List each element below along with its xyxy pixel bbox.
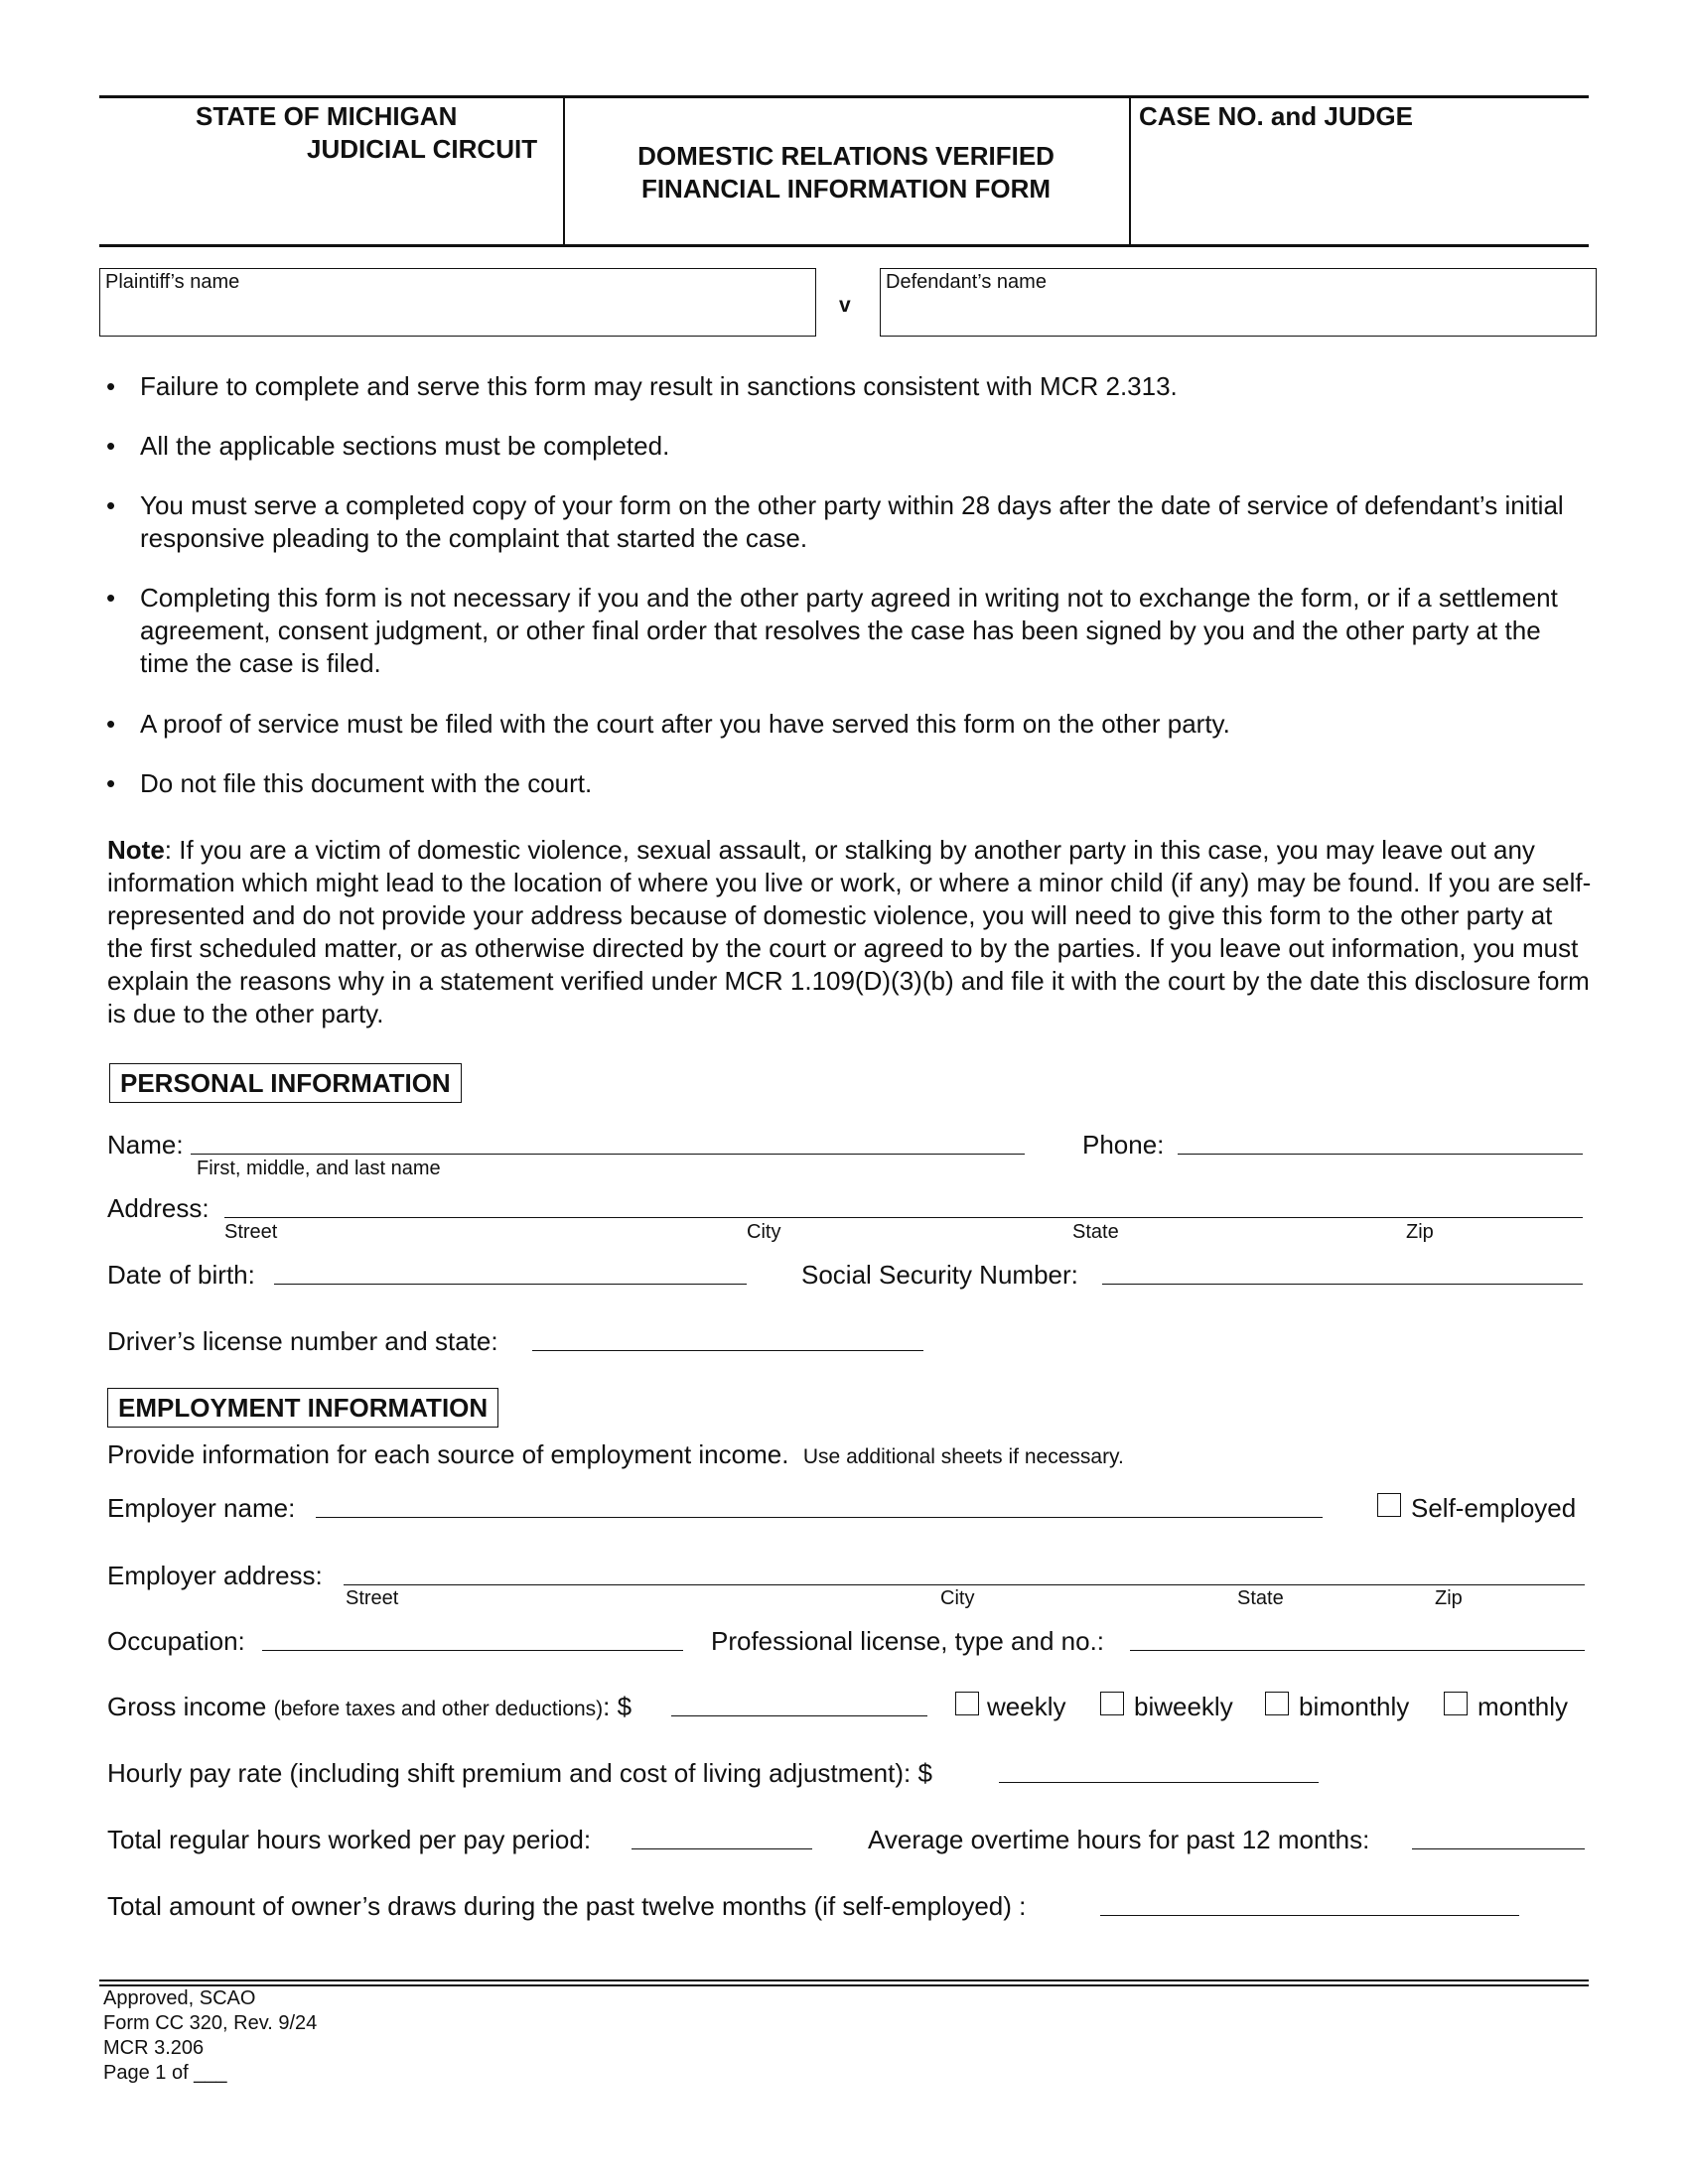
bullet-text: Completing this form is not necessary if you and the other party agreed in writing not to exchange the form, or if a settlement agreement, consent judgment, or other final order that resolves the case has been signed by you and the other party at the time the case is filed. — [140, 583, 1558, 678]
plaintiff-name-label: Plaintiff’s name — [105, 271, 240, 293]
address-street-hint: Street — [224, 1221, 278, 1243]
address-state-hint: State — [1072, 1221, 1119, 1243]
name-label: Name: — [107, 1130, 184, 1160]
case-no-field[interactable] — [1134, 135, 1586, 240]
gross-income-input[interactable] — [671, 1715, 927, 1716]
employer-street-hint: Street — [346, 1587, 399, 1609]
owners-draws-input[interactable] — [1100, 1915, 1519, 1916]
form-title-line2: FINANCIAL INFORMATION FORM — [640, 174, 1052, 204]
bullet-symbol: • — [106, 583, 116, 613]
bullet-text: Do not file this document with the court. — [140, 768, 593, 798]
note-text: : If you are a victim of domestic violence, sexual assault, or stalking by another party in this case, you may leave out any information which might lead to the location of where you live or work, or where a minor child (if any) may be found. If you are self-represented and do not provide your address because of domestic violence, you will need to give this form to the other party at the first scheduled matter, or as otherwise directed by the court or agreed to by the parties. If you leave out information, you must explain the reasons why in a statement verified under MCR 1.109(D)(3)(b) and file it with the court by the date this disclosure form is due to the other party. — [107, 835, 1592, 1028]
address-zip-hint: Zip — [1406, 1221, 1434, 1243]
bullet-text: You must serve a completed copy of your form on the other party within 28 days after the date of service of defendant’s initial responsive pleading to the complaint that started the case. — [140, 490, 1564, 553]
monthly-label: monthly — [1477, 1692, 1569, 1721]
phone-input[interactable] — [1178, 1154, 1583, 1155]
personal-information-heading: PERSONAL INFORMATION — [109, 1063, 462, 1103]
note-label: Note — [107, 835, 165, 865]
employer-address-label: Employer address: — [107, 1561, 323, 1590]
address-label: Address: — [107, 1193, 210, 1223]
employment-intro-text: Provide information for each source of employment income. — [107, 1439, 789, 1469]
self-employed-label: Self-employed — [1411, 1493, 1577, 1523]
dob-input[interactable] — [274, 1284, 747, 1285]
plaintiff-name-field[interactable] — [99, 268, 816, 337]
footer-page-number: Page 1 of ___ — [103, 2062, 227, 2084]
gross-income-label — [107, 1692, 632, 1722]
state-of-michigan: STATE OF MICHIGAN — [196, 101, 458, 131]
gross-income-paren: (before taxes and other deductions) — [273, 1698, 604, 1720]
occupation-label: Occupation: — [107, 1626, 245, 1656]
weekly-label: weekly — [987, 1692, 1066, 1721]
bullet-symbol: • — [106, 490, 116, 520]
defendant-name-field[interactable] — [880, 268, 1597, 337]
overtime-hours-input[interactable] — [1412, 1848, 1585, 1849]
bullet-symbol: • — [106, 371, 116, 401]
bimonthly-label: bimonthly — [1299, 1692, 1410, 1721]
self-employed-checkbox[interactable] — [1377, 1493, 1401, 1517]
employer-zip-hint: Zip — [1435, 1587, 1463, 1609]
employment-information-heading: EMPLOYMENT INFORMATION — [107, 1388, 498, 1428]
regular-hours-input[interactable] — [632, 1848, 812, 1849]
biweekly-label: biweekly — [1134, 1692, 1233, 1721]
footer-form-number: Form CC 320, Rev. 9/24 — [103, 2012, 318, 2034]
address-input[interactable] — [224, 1217, 1583, 1218]
ssn-input[interactable] — [1102, 1284, 1583, 1285]
bullet-symbol: • — [106, 431, 116, 461]
monthly-checkbox[interactable] — [1444, 1692, 1468, 1715]
bimonthly-checkbox[interactable] — [1265, 1692, 1289, 1715]
header-divider-right — [1129, 97, 1131, 246]
employer-name-label: Employer name: — [107, 1493, 296, 1523]
owners-draws-label: Total amount of owner’s draws during the past twelve months (if self-employed) : — [107, 1891, 1027, 1921]
footer-mcr: MCR 3.206 — [103, 2037, 205, 2059]
header-top-rule — [99, 95, 1589, 98]
bullet-text: Failure to complete and serve this form may result in sanctions consistent with MCR 2.313. — [140, 371, 1178, 401]
regular-hours-label: Total regular hours worked per pay period: — [107, 1825, 592, 1854]
employer-address-input[interactable] — [344, 1584, 1585, 1585]
bullet-symbol: • — [106, 768, 116, 798]
gross-income-suffix: : $ — [603, 1692, 633, 1721]
ssn-label: Social Security Number: — [801, 1260, 1078, 1290]
footer-rule-top — [99, 1979, 1589, 1981]
case-no-judge-label: CASE NO. and JUDGE — [1139, 101, 1413, 131]
bullet-text: All the applicable sections must be completed. — [140, 431, 670, 461]
header-bottom-rule — [99, 244, 1589, 247]
professional-license-label: Professional license, type and no.: — [711, 1626, 1105, 1656]
employer-city-hint: City — [940, 1587, 975, 1609]
header-divider-left — [563, 97, 565, 246]
drivers-license-input[interactable] — [532, 1350, 923, 1351]
hourly-rate-input[interactable] — [999, 1782, 1319, 1783]
employer-state-hint: State — [1237, 1587, 1284, 1609]
judicial-circuit: JUDICIAL CIRCUIT — [307, 134, 538, 164]
weekly-checkbox[interactable] — [955, 1692, 979, 1715]
versus-label: v — [839, 294, 851, 317]
defendant-name-label: Defendant’s name — [886, 271, 1047, 293]
occupation-input[interactable] — [262, 1650, 683, 1651]
footer-rule-bottom — [99, 1984, 1589, 1986]
dob-label: Date of birth: — [107, 1260, 255, 1290]
overtime-hours-label: Average overtime hours for past 12 months: — [868, 1825, 1370, 1854]
biweekly-checkbox[interactable] — [1100, 1692, 1124, 1715]
bullet-text: A proof of service must be filed with the court after you have served this form on the other party. — [140, 709, 1230, 739]
employment-intro-note: Use additional sheets if necessary. — [802, 1445, 1124, 1468]
bullet-symbol: • — [106, 709, 116, 739]
professional-license-input[interactable] — [1130, 1650, 1585, 1651]
gross-income-text: Gross income — [107, 1692, 267, 1721]
employment-intro — [107, 1439, 1124, 1470]
footer-approved: Approved, SCAO — [103, 1987, 256, 2009]
phone-label: Phone: — [1082, 1130, 1165, 1160]
name-input[interactable] — [191, 1154, 1025, 1155]
note-paragraph — [107, 834, 1595, 1030]
address-city-hint: City — [747, 1221, 781, 1243]
drivers-license-label: Driver’s license number and state: — [107, 1326, 498, 1356]
name-hint: First, middle, and last name — [197, 1158, 441, 1179]
form-title-line1: DOMESTIC RELATIONS VERIFIED — [637, 141, 1055, 171]
hourly-rate-label: Hourly pay rate (including shift premium and cost of living adjustment): $ — [107, 1758, 932, 1788]
employer-name-input[interactable] — [316, 1517, 1323, 1518]
